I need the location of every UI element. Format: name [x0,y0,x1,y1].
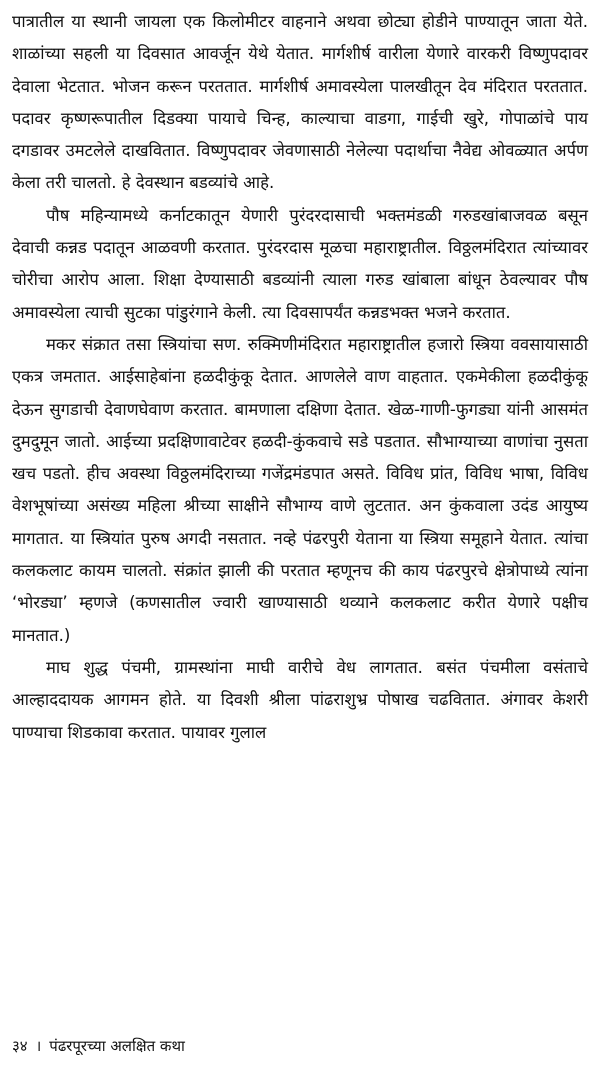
paragraph: पात्रातील या स्थानी जायला एक किलोमीटर वाहनाने अथवा छोट्या होडीने पाण्यातून जाता येते. शाळांच्या सहली या दिवसात आवर्जून येथे येतात. मार्गशीर्ष वारीला येणारे वारकरी विष्णुपदावर देवाला भेटतात. भोजन करून परततात. मार्गशीर्ष अमावस्येला पालखीतून देव मंदिरात परततात. पदावर कृष्णरूपातील दिडक्या पायाचे चिन्ह, काल्याचा वाडगा, गाईची खुरे, गोपाळांचे पाय दगडावर उमटलेले दाखवितात. विष्णुपदावर जेवणासाठी नेलेल्या पदार्थाचा नैवेद्य ओवळ्यात अर्पण केला तरी चालतो. हे देवस्थान बडव्यांचे आहे. [12,12,588,193]
book-title: पंढरपूरच्या अलक्षित कथा [49,1037,185,1055]
page-footer [12,1036,185,1056]
body-text [12,6,588,749]
page-number: ३४ [12,1037,28,1055]
paragraph: माघ शुद्ध पंचमी, ग्रामस्थांना माघी वारीचे वेध लागतात. बसंत पंचमीला वसंताचे आल्हाददायक आगमन होते. या दिवशी श्रीला पांढराशुभ्र पोषाख चढवितात. अंगावर केशरी पाण्याचा शिडकावा करतात. पायावर गुलाल [12,657,588,742]
footer-separator: । [35,1037,42,1055]
paragraph: मकर संक्रात तसा स्त्रियांचा सण. रुक्मिणीमंदिरात महाराष्ट्रातील हजारो स्त्रिया ववसायासाठी एकत्र जमतात. आईसाहेबांना हळदीकुंकू देतात. आणलेले वाण वाहतात. एकमेकीला हळदीकुंकू देऊन सुगडाची देवाणघेवाण करतात. बामणाला दक्षिणा देतात. खेळ-गाणी-फुगड्या यांनी आसमंत दुमदुमून जातो. आईच्या प्रदक्षिणावाटेवर हळदी-कुंकवाचे सडे पडतात. सौभाग्याच्या वाणांचा नुसता खच पडतो. हीच अवस्था विठ्ठलमंदिराच्या गजेंद्रमंडपात असते. विविध प्रांत, विविध भाषा, विविध वेशभूषांच्या असंख्य महिला श्रीच्या साक्षीने सौभाग्य वाणे लुटतात. अन कुंकवाला उदंड आयुष्य मागतात. या स्त्रियांत पुरुष अगदी नसतात. नव्हे पंढरपुरी येताना या स्त्रिया समूहाने येतात. त्यांचा कलकलाट कायम चालतो. संक्रांत झाली की परतात म्हणूनच की काय पंढरपुरचे क्षेत्रोपाध्ये त्यांना ‘भोरड्या’ म्हणजे (कणसातील ज्वारी खाण्यासाठी थव्याने कलकलाट करीत येणारे पक्षीच मानतात.) [12,334,588,645]
paragraph: पौष महिन्यामध्ये कर्नाटकातून येणारी पुरंदरदासाची भक्तमंडळी गरुडखांबाजवळ बसून देवाची कन्नड पदातून आळवणी करतात. पुरंदरदास मूळचा महाराष्ट्रातील. विठ्ठलमंदिरात त्यांच्यावर चोरीचा आरोप आला. शिक्षा देण्यासाठी बडव्यांनी त्याला गरुड खांबाला बांधून ठेवल्यावर पौष अमावस्येला त्याची सुटका पांडुरंगाने केली. त्या दिवसापर्यंत कन्नडभक्त भजने करतात. [12,205,588,322]
